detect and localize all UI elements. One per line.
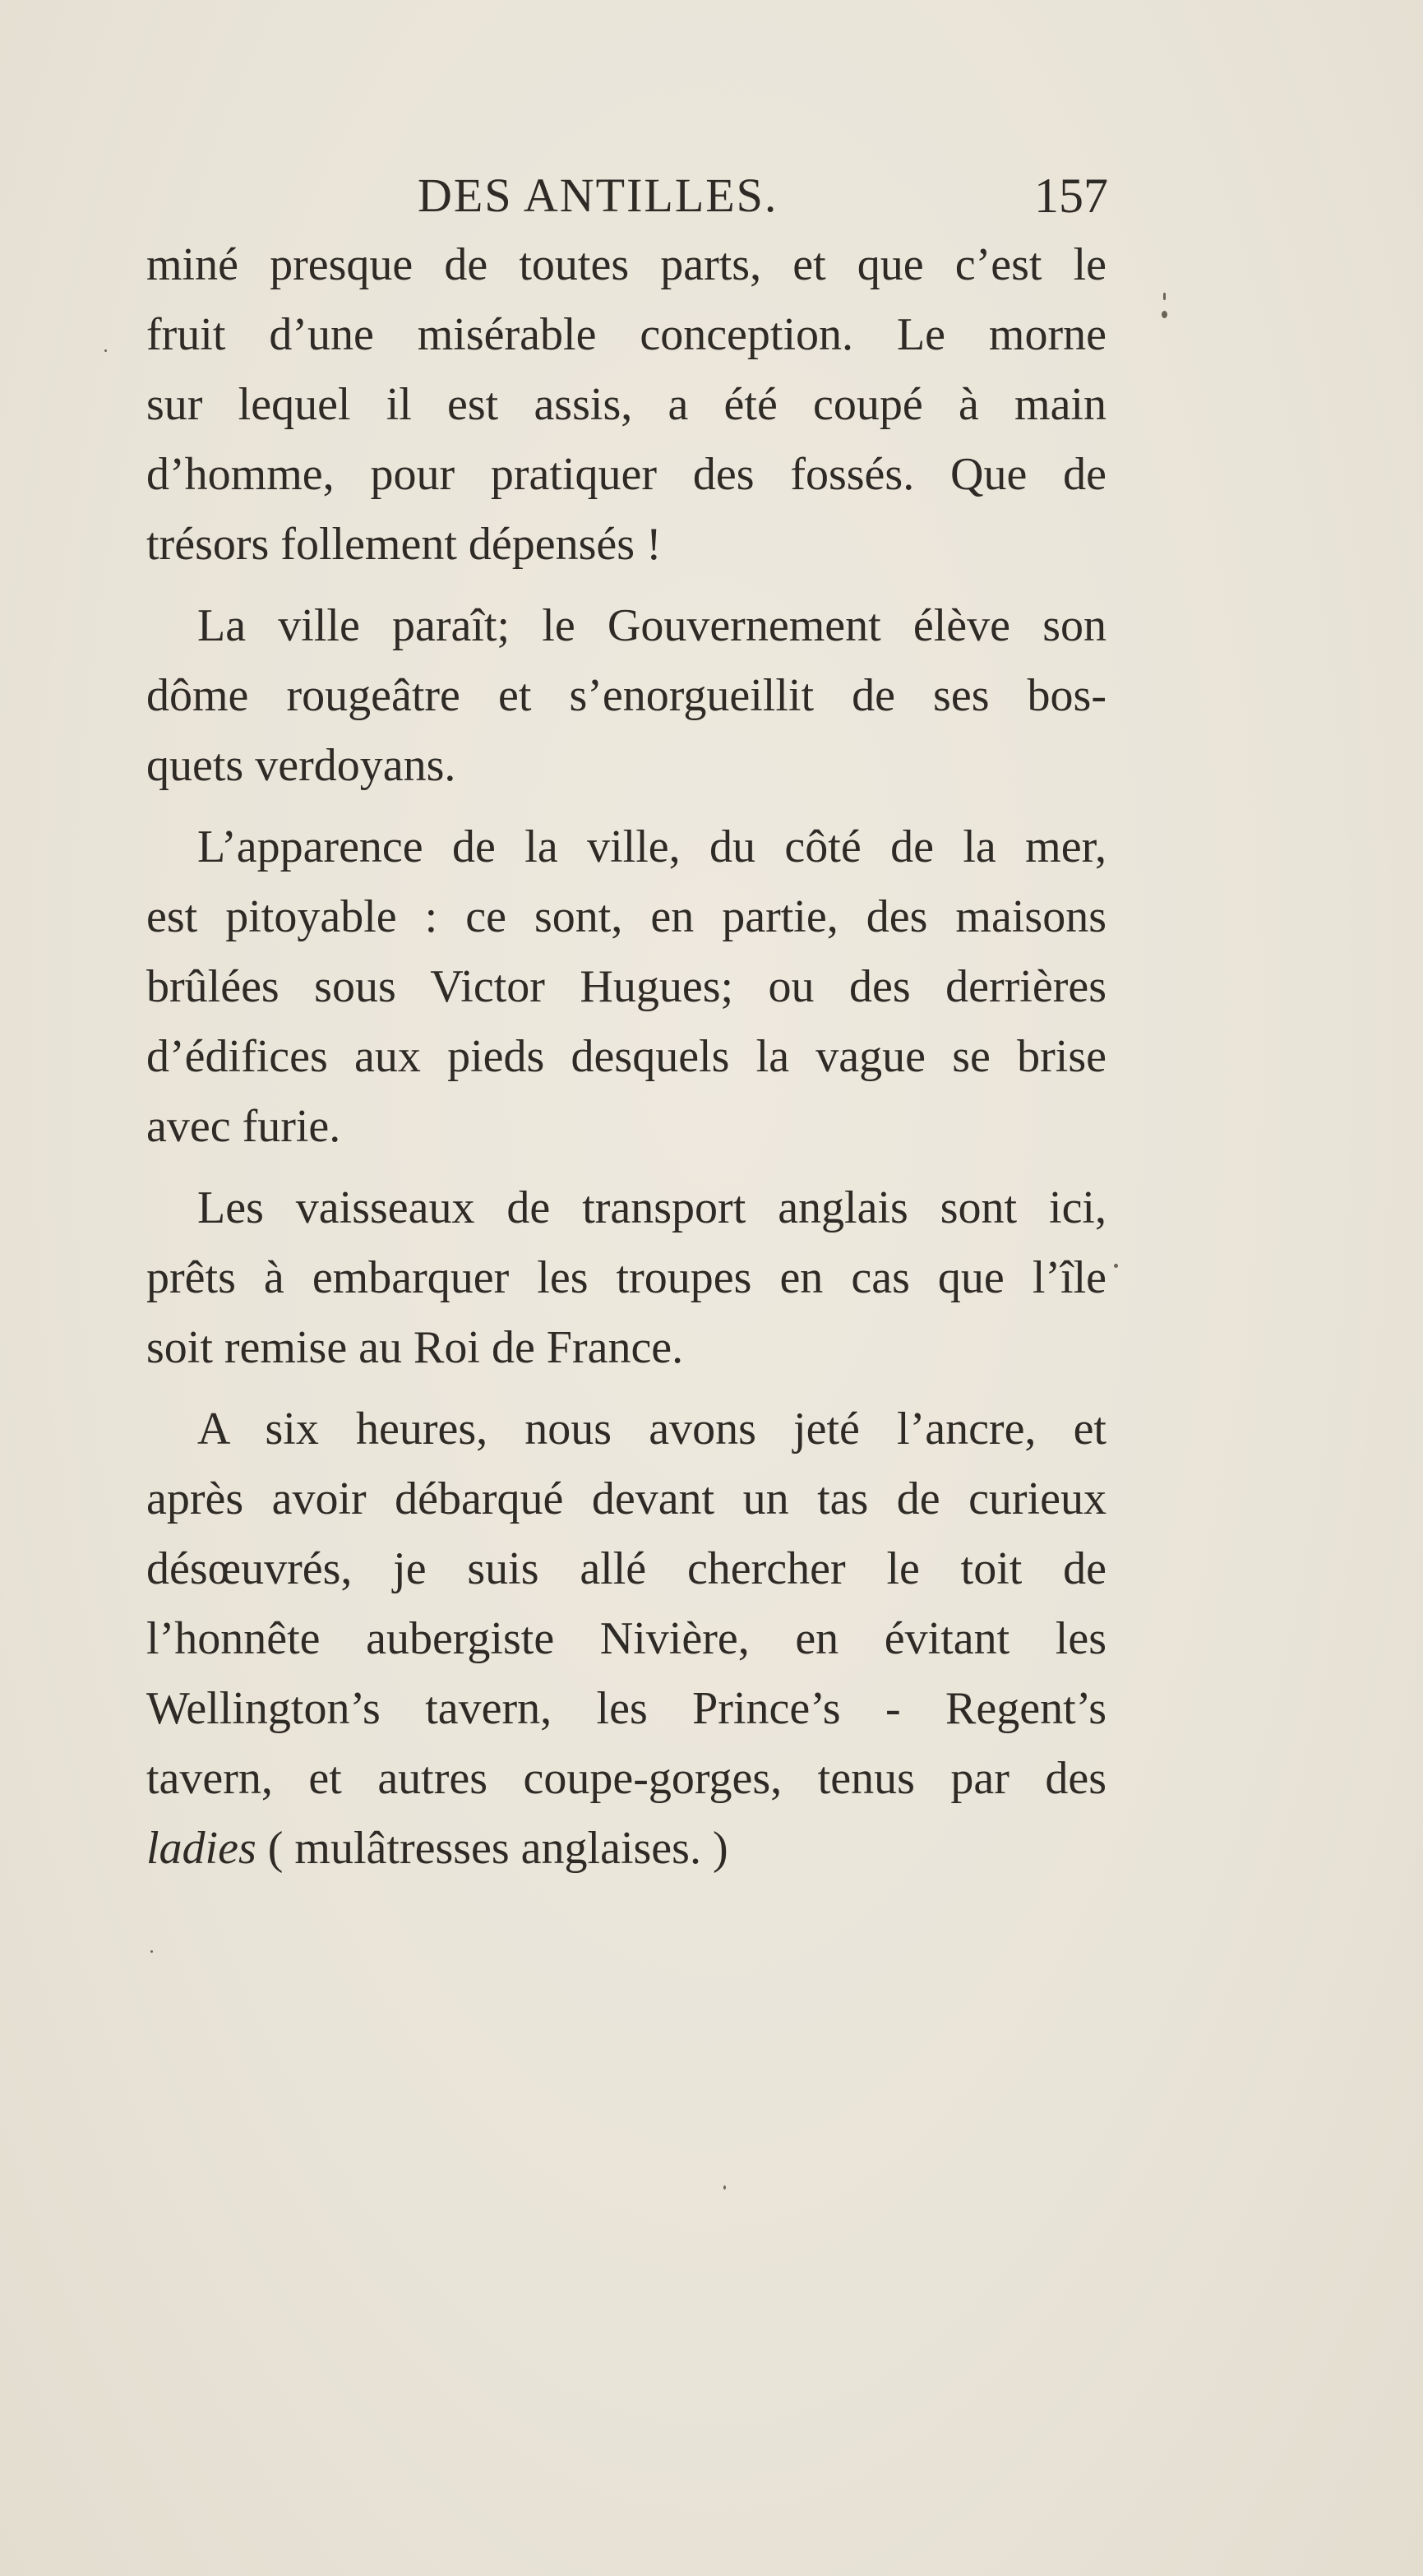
text-line: l’honnête aubergiste Nivière, en évitant les	[146, 1613, 1107, 1664]
paper-speck	[150, 1950, 153, 1953]
text-line: brûlées sous Victor Hugues; ou des derrières	[146, 961, 1107, 1012]
text-line: sur lequel il est assis, a été coupé à main	[146, 379, 1107, 430]
text-run: ( mulâtresses anglaises. )	[256, 1823, 728, 1874]
body-text	[146, 230, 1107, 1884]
text-line: A six heures, nous avons jeté l’ancre, et	[197, 1404, 1107, 1454]
paragraph	[146, 1394, 1107, 1884]
text-line: tavern, et autres coupe-gorges, tenus par des	[146, 1753, 1107, 1804]
text-line: La ville paraît; le Gouvernement élève son	[197, 600, 1107, 651]
paragraph	[146, 230, 1107, 580]
text-line: prêts à embarquer les troupes en cas que l’île	[146, 1252, 1107, 1303]
text-line: miné presque de toutes parts, et que c’est le	[146, 239, 1107, 290]
paper-speck	[104, 349, 107, 352]
text-line: Les vaisseaux de transport anglais sont ici,	[197, 1182, 1107, 1233]
text-line: après avoir débarqué devant un tas de curieux	[146, 1473, 1107, 1524]
paper-speck	[1162, 311, 1167, 318]
text-line: trésors follement dépensés !	[146, 519, 662, 570]
paragraph	[146, 591, 1107, 801]
italic-word: ladies	[146, 1823, 256, 1874]
paragraph	[146, 1173, 1107, 1383]
text-line: dôme rougeâtre et s’enorgueillit de ses bos-	[146, 670, 1107, 721]
text-line: L’apparence de la ville, du côté de la mer,	[197, 821, 1107, 872]
text-line: soit remise au Roi de France.	[146, 1322, 684, 1373]
paragraph	[146, 812, 1107, 1162]
text-line: d’homme, pour pratiquer des fossés. Que de	[146, 449, 1107, 500]
text-line: Wellington’s tavern, les Prince’s - Regent’s	[146, 1683, 1107, 1734]
running-head: DES ANTILLES.	[418, 169, 778, 222]
page-number: 157	[1034, 169, 1108, 223]
text-line: fruit d’une misérable conception. Le morne	[146, 309, 1107, 360]
page-header	[146, 163, 1108, 229]
text-line: désœuvrés, je suis allé chercher le toit de	[146, 1543, 1107, 1594]
text-line: avec furie.	[146, 1101, 341, 1152]
paper-speck	[723, 2185, 726, 2190]
paper-speck	[1114, 1264, 1118, 1268]
text-line: est pitoyable : ce sont, en partie, des maisons	[146, 891, 1107, 942]
text-line	[146, 1814, 1107, 1884]
text-line: d’édifices aux pieds desquels la vague se brise	[146, 1031, 1107, 1082]
paper-speck	[1163, 293, 1166, 300]
text-line: quets verdoyans.	[146, 740, 456, 791]
